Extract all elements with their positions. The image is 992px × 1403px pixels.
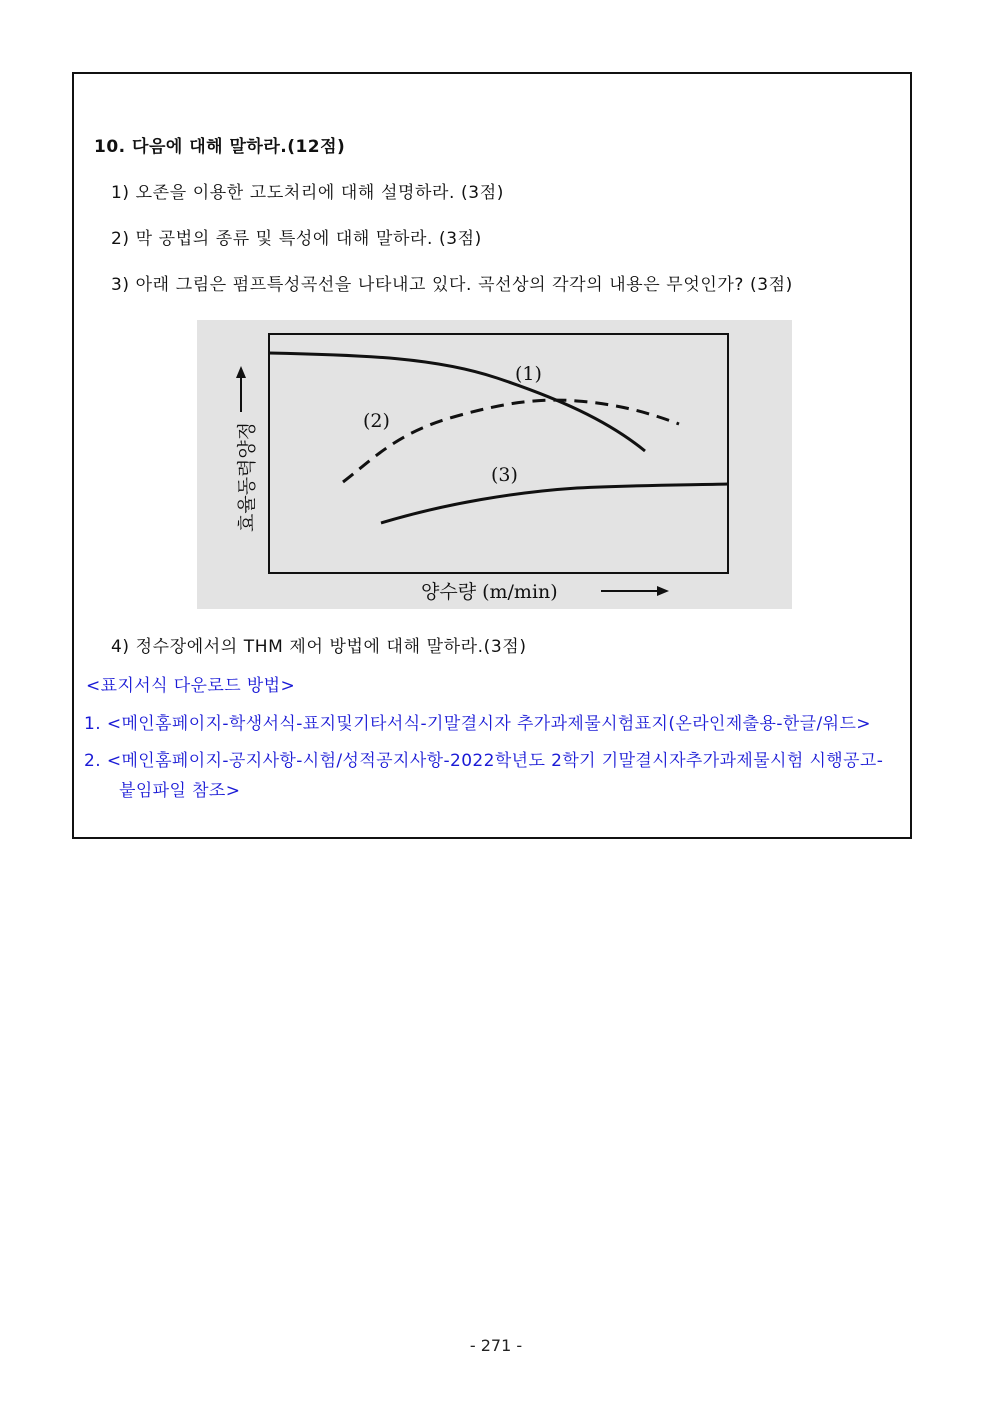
question-item-2: 2) 막 공법의 종류 및 특성에 대해 말하라. (3점) <box>111 229 482 249</box>
download-heading: <표지서식 다운로드 방법> <box>86 676 296 696</box>
x-axis-label: 양수량 (m/min) <box>421 581 558 603</box>
curve-label-3: (3) <box>491 464 518 486</box>
pump-curve-chart <box>197 320 792 609</box>
curve-3 <box>381 484 728 523</box>
curve-1 <box>269 353 645 451</box>
plot-frame <box>269 334 728 573</box>
curve-label-2: (2) <box>363 410 390 432</box>
x-axis-arrow-icon <box>657 586 669 596</box>
page-number: - 271 - <box>469 1336 523 1355</box>
pump-characteristic-figure <box>197 320 792 609</box>
question-item-3: 3) 아래 그림은 펌프특성곡선을 나타내고 있다. 곡선상의 각각의 내용은 무엇인가? (3점) <box>111 275 793 295</box>
question-item-4: 4) 정수장에서의 THM 제어 방법에 대해 말하라.(3점) <box>111 637 527 657</box>
download-item-2-continuation: 붙임파일 참조> <box>119 781 241 801</box>
download-item-1: 1. <메인홈페이지-학생서식-표지및기타서식-기말결시자 추가과제물시험표지(온라인제출용-한글/워드> <box>84 714 871 734</box>
question-box <box>72 72 912 839</box>
download-item-2: 2. <메인홈페이지-공지사항-시험/성적공지사항-2022학년도 2학기 기말결시자추가과제물시험 시행공고- <box>84 751 884 771</box>
y-axis-label: 효율동력양정 <box>236 421 258 532</box>
question-title: 10. 다음에 대해 말하라.(12점) <box>94 137 346 157</box>
question-item-1: 1) 오존을 이용한 고도처리에 대해 설명하라. (3점) <box>111 183 504 203</box>
y-axis-arrow-icon <box>236 366 246 378</box>
curve-label-1: (1) <box>515 363 542 385</box>
